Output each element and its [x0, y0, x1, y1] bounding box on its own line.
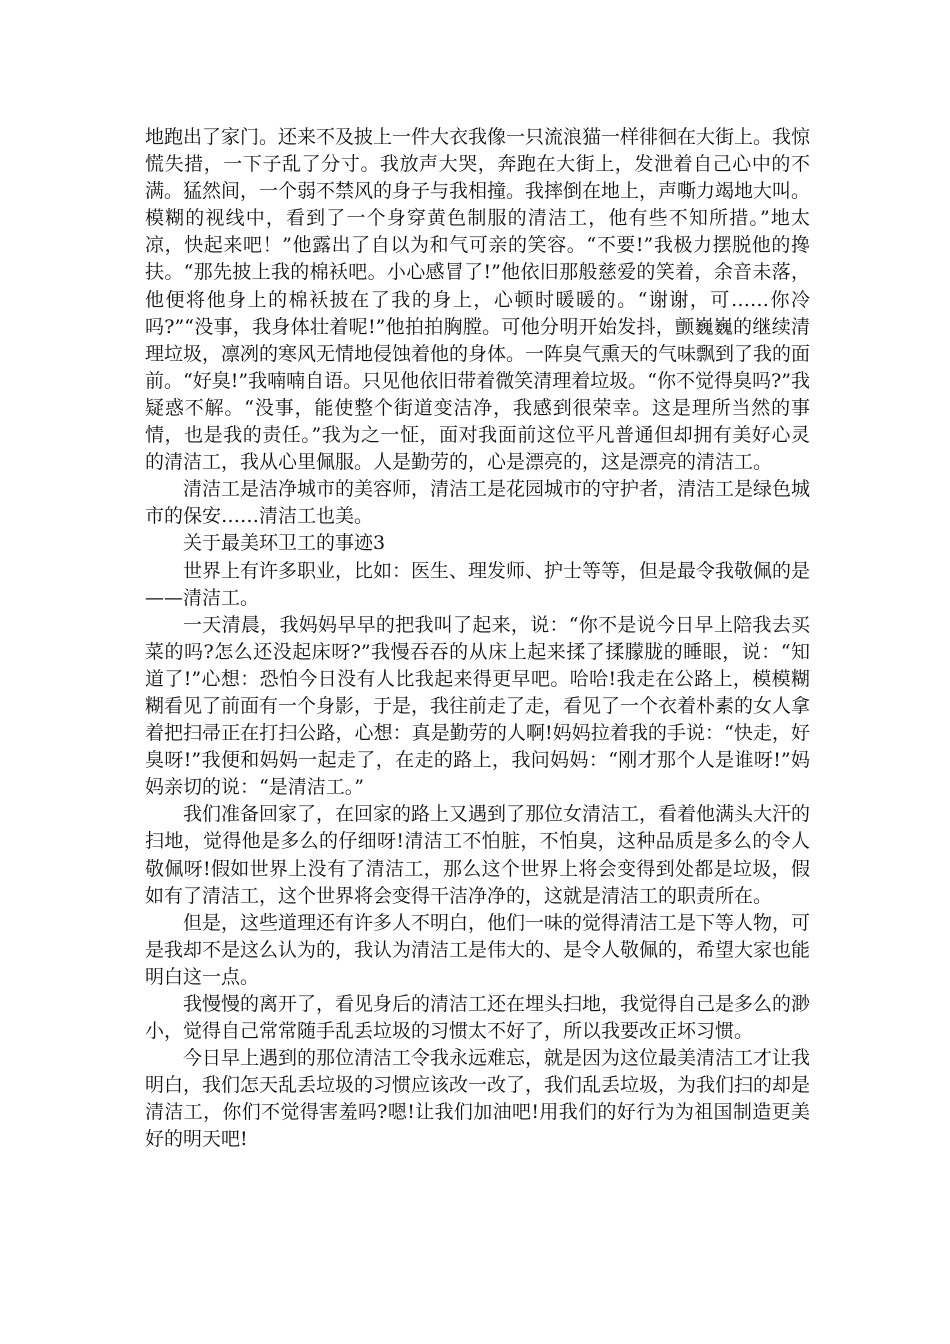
- paragraph-continuation: 地跑出了家门。还来不及披上一件大衣我像一只流浪猫一样徘徊在大街上。我惊慌失措，一下子乱了分寸。我放声大哭，奔跑在大街上，发泄着自己心中的不满。猛然间，一个弱不禁风的身子与我相撞。我摔倒在地上，声嘶力竭地大叫。模糊的视线中，看到了一个身穿黄色制服的清洁工，他有些不知所措。”地太凉，快起来吧！”他露出了自以为和气可亲的笑容。“不要!”我极力摆脱他的搀扶。“那先披上我的棉袄吧。小心感冒了!”他依旧那般慈爱的笑着，余音未落，他便将他身上的棉袄披在了我的身上，心顿时暖暖的。“谢谢，可……你冷吗?”“没事，我身体壮着呢!”他拍拍胸膛。可他分明开始发抖，颤巍巍的继续清理垃圾，凛冽的寒风无情地侵蚀着他的身体。一阵臭气熏天的气味飘到了我的面前。“好臭!”我喃喃自语。只见他依旧带着微笑清理着垃圾。“你不觉得臭吗?”我疑惑不解。“没事，能使整个街道变洁净，我感到很荣幸。这是理所当然的事情，也是我的责任。”我为之一怔，面对我面前这位平凡普通但却拥有美好心灵的清洁工，我从心里佩服。人是勤劳的，心是漂亮的，这是漂亮的清洁工。: [145, 126, 811, 474]
- section-heading: 关于最美环卫工的事迹3: [183, 532, 386, 555]
- paragraph: 世界上有许多职业，比如：医生、理发师、护士等等，但是最令我敬佩的是——清洁工。: [145, 559, 811, 609]
- document-body: [145, 124, 810, 1154]
- paragraph: 但是，这些道理还有许多人不明白，他们一味的觉得清洁工是下等人物，可是我却不是这么认为的，我认为清洁工是伟大的、是令人敬佩的，希望大家也能明白这一点。: [145, 911, 811, 988]
- paragraph: 我们准备回家了，在回家的路上又遇到了那位女清洁工，看着他满头大汗的扫地，觉得他是多么的仔细呀!清洁工不怕脏，不怕臭，这种品质是多么的令人敬佩呀!假如世界上没有了清洁工，那么这个世界上将会变得到处都是垃圾，假如有了清洁工，这个世界将会变得干洁净净的，这就是清洁工的职责所在。: [145, 803, 811, 907]
- paragraph: 今日早上遇到的那位清洁工令我永远难忘，就是因为这位最美清洁工才让我明白，我们怎天乱丢垃圾的习惯应该改一改了，我们乱丢垃圾，为我们扫的却是清洁工，你们不觉得害羞吗?嗯!让我们加油吧!用我们的好行为为祖国制造更美好的明天吧!: [145, 1047, 811, 1151]
- paragraph: 一天清晨，我妈妈早早的把我叫了起来，说：“你不是说今日早上陪我去买菜的吗?怎么还没起床呀?”我慢吞吞的从床上起来揉了揉朦胧的睡眼，说：“知道了!”心想：恐怕今日没有人比我起来得更早吧。哈哈!我走在公路上，模模糊糊看见了前面有一个身影，于是，我往前走了走，看见了一个衣着朴素的女人拿着把扫帚正在打扫公路，心想：真是勤劳的人啊!妈妈拉着我的手说：“快走，好臭呀!”我便和妈妈一起走了，在走的路上，我问妈妈：“刚才那个人是谁呀!”妈妈亲切的说：“是清洁工。”: [145, 613, 811, 799]
- paragraph: 清洁工是洁净城市的美容师，清洁工是花园城市的守护者，清洁工是绿色城市的保安……清洁工也美。: [145, 478, 811, 528]
- paragraph: 我慢慢的离开了，看见身后的清洁工还在埋头扫地，我觉得自己是多么的渺小，觉得自己常常随手乱丢垃圾的习惯太不好了，所以我要改正坏习惯。: [145, 993, 811, 1043]
